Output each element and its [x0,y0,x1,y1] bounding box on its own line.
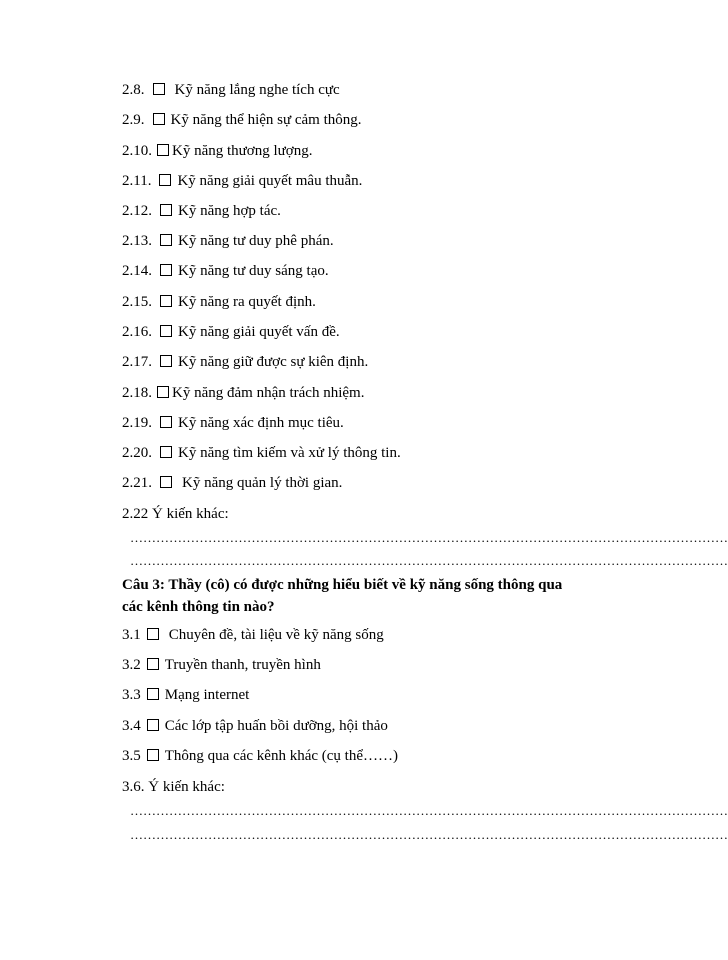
item-number: 2.14. [122,263,152,279]
question-3-title [122,574,642,618]
item-label: Các lớp tập huấn bồi dưỡng, hội thảo [164,718,388,734]
item-2-18 [122,383,364,403]
item-2-17 [122,352,368,372]
answer-line[interactable]: ………………………………………………………………………………………………………………………… [130,553,728,568]
item-number: 2.18. [122,385,152,401]
item-number: 3.2 [122,657,141,673]
item-label: Kỹ năng quản lý thời gian. [182,475,343,491]
checkbox[interactable] [157,386,169,398]
other-opinion-label-3: 3.6. Ý kiến khác: [122,779,225,795]
item-3-3 [122,685,249,705]
item-number: 2.13. [122,233,152,249]
checkbox[interactable] [153,83,165,95]
item-number: 2.16. [122,324,152,340]
checkbox[interactable] [160,446,172,458]
item-label: Kỹ năng tư duy sáng tạo. [178,263,329,279]
item-number: 2.9. [122,112,145,128]
checkbox[interactable] [160,325,172,337]
checkbox[interactable] [147,658,159,670]
item-2-20 [122,443,401,463]
item-label: Kỹ năng hợp tác. [178,203,281,219]
item-3-2 [122,655,321,675]
item-3-4 [122,716,388,736]
item-label: Kỹ năng thể hiện sự cảm thông. [170,112,362,128]
answer-line[interactable]: ………………………………………………………………………………………………………………………… [130,803,728,818]
checkbox[interactable] [160,295,172,307]
checkbox[interactable] [160,355,172,367]
item-number: 3.4 [122,718,141,734]
item-2-12 [122,201,281,221]
item-2-10 [122,141,312,161]
item-number: 2.12. [122,203,152,219]
checkbox[interactable] [147,749,159,761]
item-label: Kỹ năng giữ được sự kiên định. [178,354,369,370]
item-number: 2.11. [122,173,152,189]
item-2-13 [122,231,334,251]
item-number: 3.5 [122,748,141,764]
item-label: Kỹ năng lắng nghe tích cực [174,82,340,98]
item-2-16 [122,322,340,342]
checkbox[interactable] [160,264,172,276]
item-number: 2.21. [122,475,152,491]
item-3-1 [122,625,384,645]
item-label: Mạng internet [164,687,250,703]
item-label: Kỹ năng tìm kiếm và xử lý thông tin. [178,445,401,461]
item-label: Kỹ năng đảm nhận trách nhiệm. [172,385,365,401]
checkbox[interactable] [160,476,172,488]
other-opinion-label-2: 2.22 Ý kiến khác: [122,506,229,522]
item-number: 3.3 [122,687,141,703]
checkbox[interactable] [160,204,172,216]
checkbox[interactable] [147,628,159,640]
item-label: Kỹ năng giải quyết mâu thuẫn. [177,173,363,189]
checkbox[interactable] [147,688,159,700]
checkbox[interactable] [160,416,172,428]
answer-line[interactable]: ………………………………………………………………………………………………………………………… [130,530,728,545]
item-label: Thông qua các kênh khác (cụ thể……) [164,748,398,764]
item-number: 2.19. [122,415,152,431]
item-label: Truyền thanh, truyền hình [164,657,321,673]
checkbox[interactable] [147,719,159,731]
checkbox[interactable] [160,234,172,246]
item-2-11 [122,171,362,191]
answer-line[interactable]: ………………………………………………………………………………………………………………………… [130,827,728,842]
item-label: Kỹ năng tư duy phê phán. [178,233,334,249]
item-2-8 [122,80,340,100]
item-number: 2.20. [122,445,152,461]
item-number: 2.8. [122,82,145,98]
item-label: Kỹ năng xác định mục tiêu. [178,415,344,431]
item-2-15 [122,292,316,312]
item-3-5 [122,746,398,766]
question-3-line-2: các kênh thông tin nào? [122,599,275,615]
item-number: 2.10. [122,143,152,159]
item-number: 2.15. [122,294,152,310]
item-number: 3.1 [122,627,141,643]
item-2-19 [122,413,344,433]
item-number: 2.17. [122,354,152,370]
checkbox[interactable] [157,144,169,156]
item-2-21 [122,473,342,493]
checkbox[interactable] [153,113,165,125]
item-2-14 [122,261,329,281]
item-label: Chuyên đề, tài liệu về kỹ năng sống [168,627,384,643]
item-label: Kỹ năng thương lượng. [172,143,313,159]
question-3-line-1: Câu 3: Thầy (cô) có được những hiểu biết về kỹ năng sống thông qua [122,577,563,593]
checkbox[interactable] [159,174,171,186]
item-label: Kỹ năng giải quyết vấn đề. [178,324,340,340]
item-2-9 [122,110,362,130]
item-label: Kỹ năng ra quyết định. [178,294,316,310]
